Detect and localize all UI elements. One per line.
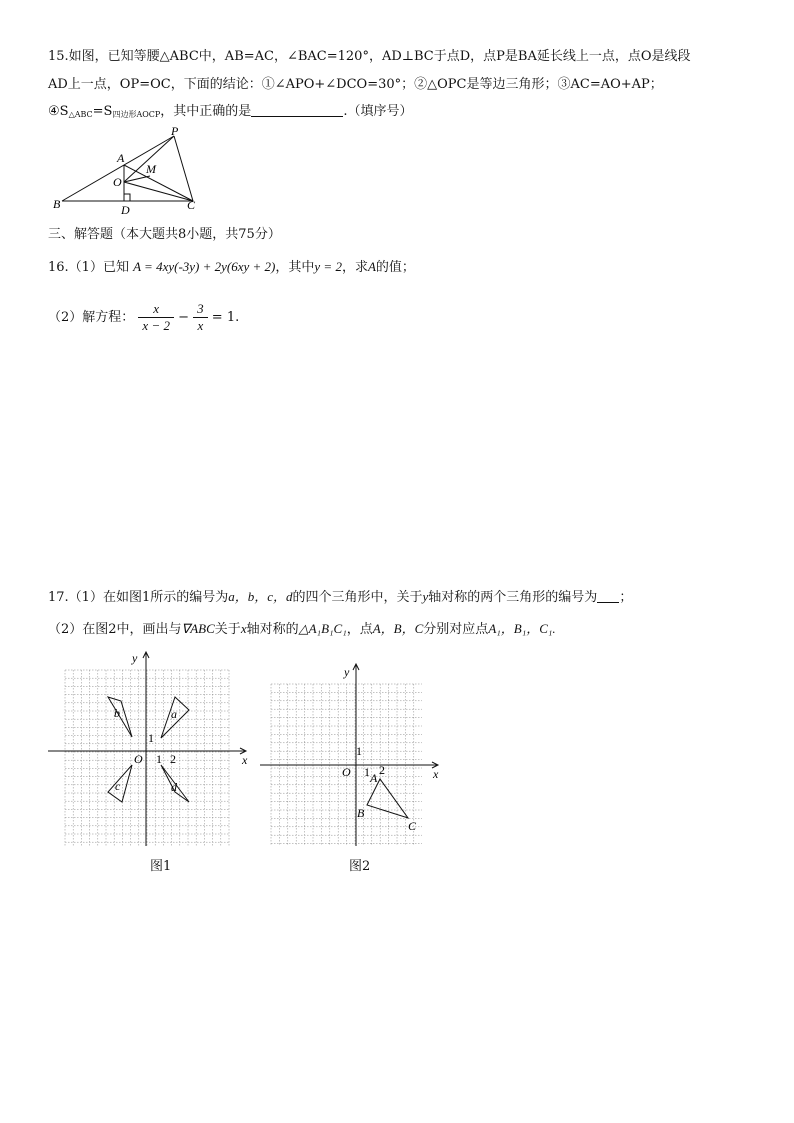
- fig2-label-C: C: [408, 819, 417, 833]
- q16-text: 16.（1）已知: [48, 260, 129, 275]
- label-A: A: [117, 151, 125, 165]
- q17-vars: a，b，c，d: [228, 589, 293, 604]
- fig2-ytick-1: 1: [356, 744, 362, 758]
- label-D: D: [121, 203, 130, 217]
- q17-text: ；: [619, 590, 633, 605]
- q15-subscript: △ABC: [68, 110, 93, 119]
- fig1-ytick-1: 1: [148, 731, 154, 745]
- fraction-2: $\frac{3}{x}$: [193, 301, 208, 334]
- fig2-x-label: x: [433, 767, 439, 781]
- q15-line1: 15.如图，已知等腰△ABC中，AB=AC，∠BAC=120°，AD⊥BC于点D，点P是BA延长线上一点，点O是线段: [48, 49, 691, 64]
- label-O: O: [113, 175, 122, 189]
- label-C: C: [187, 198, 196, 212]
- q17-text: 17.（1）在如图1所示的编号为: [48, 590, 229, 605]
- q17-text: 关于: [214, 622, 241, 637]
- q15-text: ④S: [48, 104, 69, 119]
- answer-blank[interactable]: [597, 590, 619, 603]
- fig2-y-label: y: [344, 665, 350, 679]
- q17-points2: A₁，B₁，C₁.: [488, 621, 556, 636]
- fig2-label-A: A: [370, 771, 378, 785]
- q17-axis: x: [240, 621, 247, 636]
- q16-text: （2）解方程：: [48, 310, 135, 325]
- label-P: P: [171, 126, 179, 138]
- q16-text: ，求: [341, 260, 368, 275]
- fig2-tick-1: 1: [364, 765, 370, 779]
- q16-variable: A: [367, 259, 376, 274]
- q16-part2: [48, 298, 239, 338]
- equals-one: = 1.: [211, 310, 240, 325]
- label-B: B: [53, 197, 61, 211]
- fig1-tri-d: d: [171, 780, 177, 794]
- q17-triangle: ∇ABC: [181, 621, 215, 636]
- q17-text: 分别对应点: [423, 622, 489, 637]
- fig1-tri-c: c: [115, 779, 121, 793]
- q17-axis: y: [422, 589, 429, 604]
- q15-text: =S: [92, 104, 113, 119]
- q17-text: 轴对称的两个三角形的编号为: [428, 590, 598, 605]
- fig1-origin: O: [134, 752, 143, 766]
- fig1-tri-a: a: [171, 707, 177, 721]
- fraction-1: $\frac{x}{x - 2}$: [138, 301, 174, 334]
- q17-text: 的四个三角形中，关于: [292, 590, 423, 605]
- q15-line2: AD上一点，OP=OC，下面的结论：①∠APO+∠DCO=30°；②△OPC是等边三角形；③AC=AO+AP；: [48, 77, 663, 92]
- q15-triangle-figure: [50, 126, 210, 218]
- section-heading: 三、解答题（本大题共8小题，共75分）: [48, 227, 281, 242]
- q16-text: 的值；: [375, 260, 415, 275]
- fig2-origin: O: [342, 765, 351, 779]
- answer-blank[interactable]: [251, 104, 343, 117]
- q16-text: ，其中: [275, 260, 315, 275]
- q15-text: ，其中正确的是: [160, 104, 252, 119]
- q17-text: （2）在图2中，画出与: [48, 622, 182, 637]
- q15-text: .（填序号）: [343, 104, 413, 119]
- figure-1-grid: [44, 650, 254, 850]
- fig2-label-B: B: [357, 806, 365, 820]
- minus-sign: −: [178, 310, 190, 325]
- q16-part1: [48, 258, 415, 277]
- figure-2-caption: 图2: [349, 859, 371, 874]
- label-M: M: [146, 162, 156, 176]
- fig2-tick-2: 2: [379, 763, 385, 777]
- fig1-tick-1: 1: [156, 752, 162, 766]
- q17-text: ，点: [346, 622, 373, 637]
- q17-text: 轴对称的: [246, 622, 299, 637]
- figure-1-caption: 图1: [150, 859, 172, 874]
- fig1-tick-2: 2: [170, 752, 176, 766]
- fig1-x-label: x: [242, 753, 248, 767]
- q17-points: A，B，C: [372, 621, 424, 636]
- q16-formula: A = 4xy(-3y) + 2y(6xy + 2): [133, 259, 276, 274]
- q17-part2: [48, 620, 556, 639]
- q16-condition: y = 2: [314, 259, 342, 274]
- figure-2-grid: [256, 660, 446, 850]
- fig1-tri-b: b: [114, 706, 120, 720]
- q15-subscript: 四边形AOCP: [112, 110, 161, 119]
- fig1-y-label: y: [132, 651, 138, 665]
- q15-line3: [48, 103, 412, 124]
- q17-triangle2: △A₁B₁C₁: [298, 621, 347, 636]
- q17-part1: [48, 588, 632, 607]
